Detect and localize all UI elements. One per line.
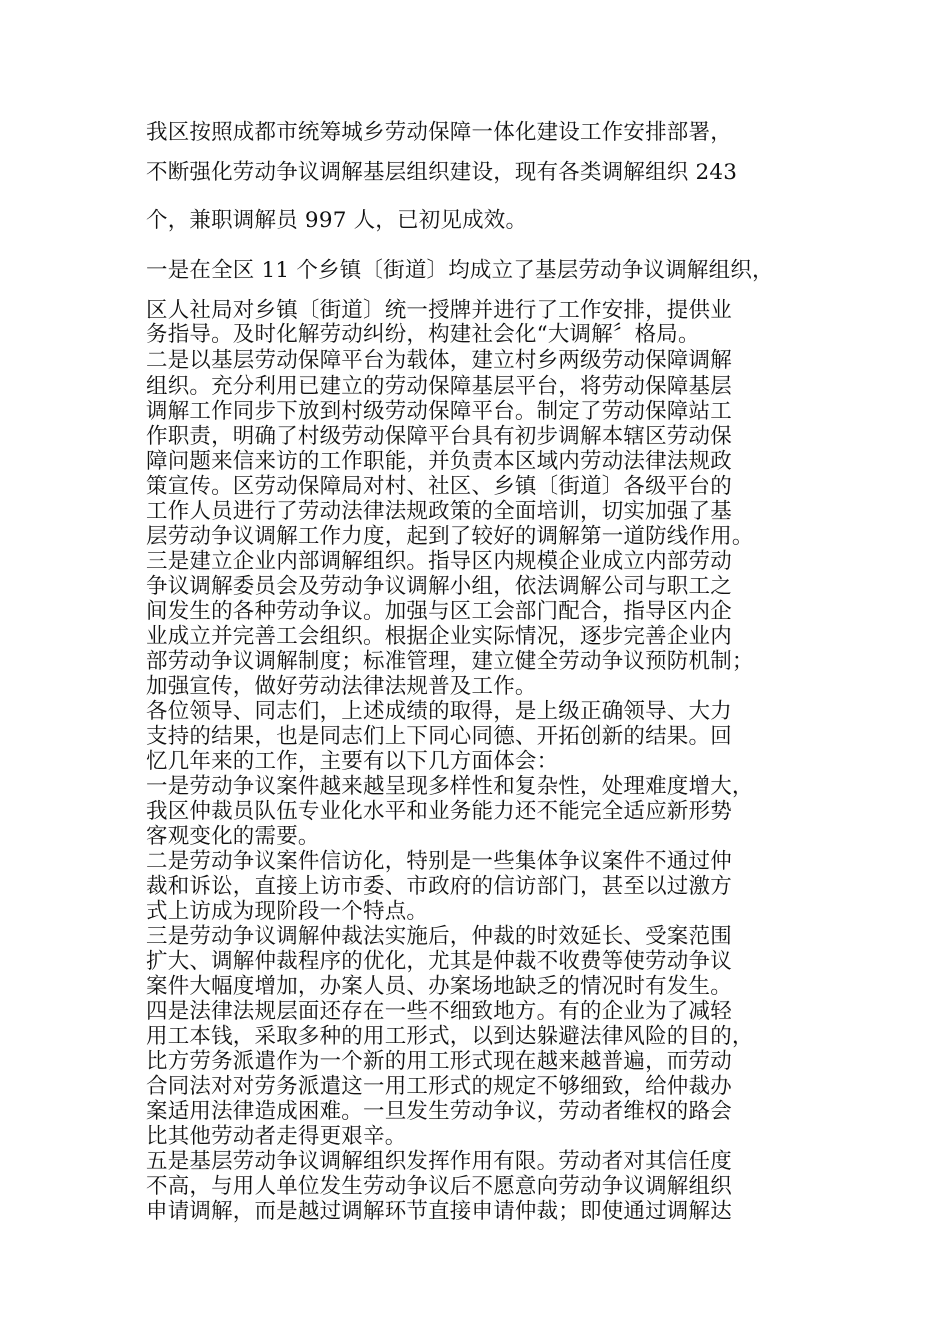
text-line: 一是劳动争议案件越来越呈现多样性和复杂性，处理难度增大， <box>146 774 754 799</box>
text-line: 一是在全区 11 个乡镇〔街道〕均成立了基层劳动争议调解组织， <box>146 258 774 283</box>
text-line: 调解工作同步下放到村级劳动保障平台。制定了劳动保障站工 <box>146 399 732 424</box>
text-line: 二是劳动争议案件信访化，特别是一些集体争议案件不通过仲 <box>146 849 732 874</box>
text-line: 式上访成为现阶段一个特点。 <box>146 899 429 924</box>
text-line: 组织。充分利用已建立的劳动保障基层平台，将劳动保障基层 <box>146 374 732 399</box>
text-line: 四是法律法规层面还存在一些不细致地方。有的企业为了减轻 <box>146 999 732 1024</box>
text-line: 不高，与用人单位发生劳动争议后不愿意向劳动争议调解组织 <box>146 1174 732 1199</box>
text-line: 案件大幅度增加，办案人员、办案场地缺乏的情况时有发生。 <box>146 974 732 999</box>
text-line: 扩大、调解仲裁程序的优化，尤其是仲裁不收费等使劳动争议 <box>146 949 732 974</box>
text-line: 我区仲裁员队伍专业化水平和业务能力还不能完全适应新形势 <box>146 799 732 824</box>
text-line: 务指导。及时化解劳动纠纷，构建社会化“大调解〞格局。 <box>146 322 700 347</box>
text-line: 比方劳务派遣作为一个新的用工形式现在越来越普遍，而劳动 <box>146 1049 732 1074</box>
text-line: 层劳动争议调解工作力度，起到了较好的调解第一道防线作用。 <box>146 524 754 549</box>
text-line: 作职责，明确了村级劳动保障平台具有初步调解本辖区劳动保 <box>146 424 732 449</box>
text-line: 区人社局对乡镇〔街道〕统一授牌并进行了工作安排，提供业 <box>146 298 732 323</box>
text-line: 业成立并完善工会组织。根据企业实际情况，逐步完善企业内 <box>146 624 732 649</box>
text-line: 三是劳动争议调解仲裁法实施后，仲裁的时效延长、受案范围 <box>146 924 732 949</box>
text-line: 策宣传。区劳动保障局对村、社区、乡镇〔街道〕各级平台的 <box>146 474 732 499</box>
text-line: 我区按照成都市统筹城乡劳动保障一体化建设工作安排部署， <box>146 120 732 145</box>
text-line: 支持的结果，也是同志们上下同心同德、开拓创新的结果。回 <box>146 724 732 749</box>
text-line: 忆几年来的工作，主要有以下几方面体会： <box>146 749 559 774</box>
text-line: 用工本钱，采取多种的用工形式，以到达躲避法律风险的目的， <box>146 1024 754 1049</box>
text-line: 申请调解，而是越过调解环节直接申请仲裁；即使通过调解达 <box>146 1199 732 1224</box>
text-line: 三是建立企业内部调解组织。指导区内规模企业成立内部劳动 <box>146 549 732 574</box>
text-line: 障问题来信来访的工作职能，并负责本区域内劳动法律法规政 <box>146 449 732 474</box>
text-line: 争议调解委员会及劳动争议调解小组，依法调解公司与职工之 <box>146 574 732 599</box>
text-line: 比其他劳动者走得更艰辛。 <box>146 1124 407 1149</box>
text-line: 个，兼职调解员 997 人，已初见成效。 <box>146 208 528 233</box>
text-line: 间发生的各种劳动争议。加强与区工会部门配合，指导区内企 <box>146 599 732 624</box>
text-line: 合同法对对劳务派遣这一用工形式的规定不够细致，给仲裁办 <box>146 1074 732 1099</box>
text-line: 案适用法律造成困难。一旦发生劳动争议，劳动者维权的路会 <box>146 1099 732 1124</box>
text-line: 加强宣传，做好劳动法律法规普及工作。 <box>146 674 537 699</box>
text-line: 裁和诉讼，直接上访市委、市政府的信访部门，甚至以过激方 <box>146 874 732 899</box>
text-line: 不断强化劳动争议调解基层组织建设，现有各类调解组织 243 <box>146 160 738 185</box>
text-line: 各位领导、同志们，上述成绩的取得，是上级正确领导、大力 <box>146 699 732 724</box>
text-line: 工作人员进行了劳动法律法规政策的全面培训，切实加强了基 <box>146 499 732 524</box>
text-line: 五是基层劳动争议调解组织发挥作用有限。劳动者对其信任度 <box>146 1149 732 1174</box>
text-line: 部劳动争议调解制度；标准管理，建立健全劳动争议预防机制； <box>146 649 754 674</box>
text-line: 二是以基层劳动保障平台为载体，建立村乡两级劳动保障调解 <box>146 348 732 373</box>
text-line: 客观变化的需要。 <box>146 824 320 849</box>
